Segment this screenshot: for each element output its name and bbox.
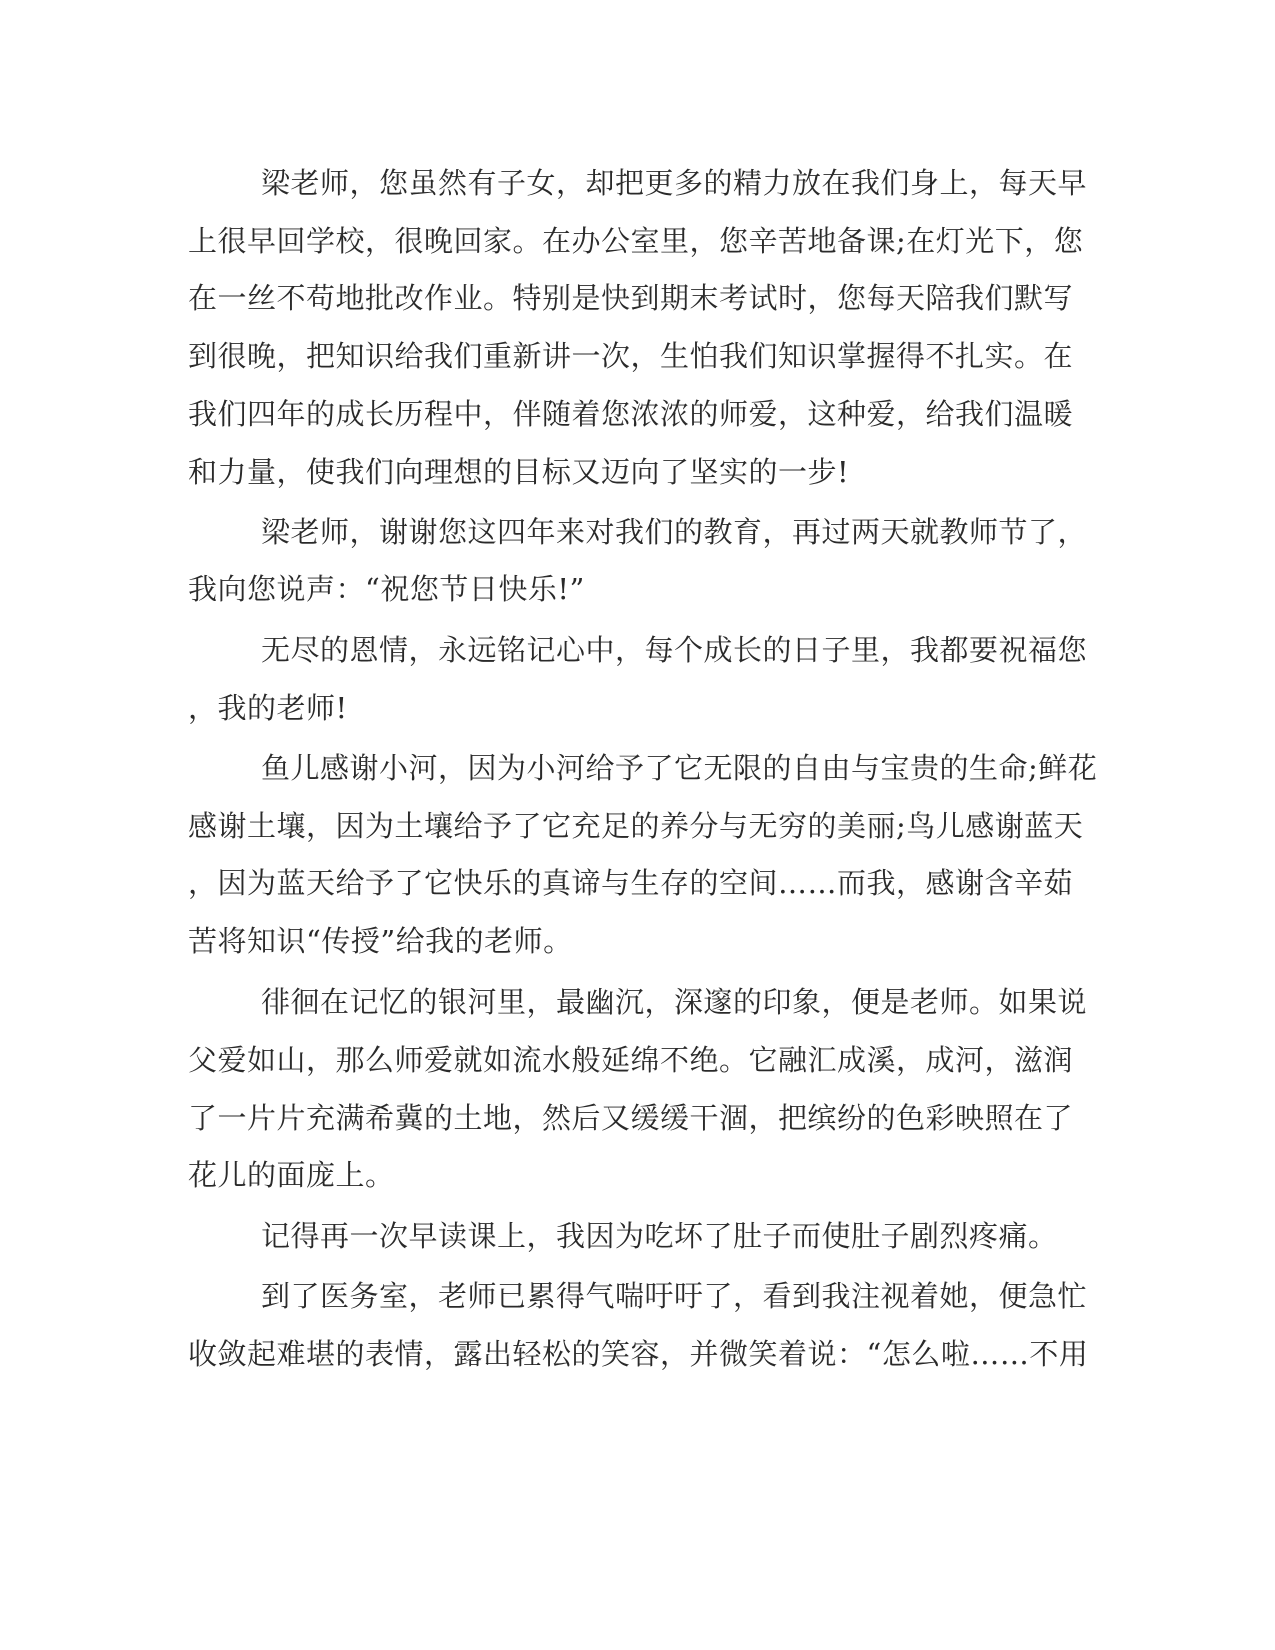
paragraph-4-line-3: ，因为蓝天给予了它快乐的真谛与生存的空间……而我，感谢含辛茹 [188, 866, 1074, 900]
paragraph-5-line-4: 花儿的面庞上。 [188, 1158, 395, 1192]
paragraph-6-line-1: 记得再一次早读课上，我因为吃坏了肚子而使肚子剧烈疼痛。 [261, 1219, 1058, 1253]
paragraph-3-line-2: ，我的老师! [188, 691, 348, 725]
paragraph-2-line-1: 梁老师，谢谢您这四年来对我们的教育，再过两天就教师节了， [261, 515, 1088, 549]
paragraph-1-line-2: 上很早回学校，很晚回家。在办公室里，您辛苦地备课;在灯光下，您 [188, 224, 1084, 258]
paragraph-4-line-4: 苦将知识“传授”给我的老师。 [188, 924, 573, 958]
paragraph-3-line-1: 无尽的恩情，永远铭记心中，每个成长的日子里，我都要祝福您 [261, 633, 1088, 667]
paragraph-2-line-2: 我向您说声：“祝您节日快乐!” [188, 572, 585, 606]
paragraph-5-line-3: 了一片片充满希冀的土地，然后又缓缓干涸，把缤纷的色彩映照在了 [188, 1101, 1074, 1135]
paragraph-1-line-4: 到很晚，把知识给我们重新讲一次，生怕我们知识掌握得不扎实。在 [188, 339, 1074, 373]
paragraph-1-line-6: 和力量，使我们向理想的目标又迈向了坚实的一步! [188, 455, 850, 489]
paragraph-5-line-1: 徘徊在记忆的银河里，最幽沉，深邃的印象，便是老师。如果说 [261, 985, 1088, 1019]
paragraph-1-line-3: 在一丝不苟地批改作业。特别是快到期末考试时，您每天陪我们默写 [188, 281, 1074, 315]
paragraph-4-line-1: 鱼儿感谢小河，因为小河给予了它无限的自由与宝贵的生命;鲜花 [261, 751, 1098, 785]
paragraph-1-line-1: 梁老师，您虽然有子女，却把更多的精力放在我们身上，每天早 [261, 166, 1088, 200]
paragraph-1-line-5: 我们四年的成长历程中，伴随着您浓浓的师爱，这种爱，给我们温暖 [188, 397, 1074, 431]
paragraph-4-line-2: 感谢土壤，因为土壤给予了它充足的养分与无穷的美丽;鸟儿感谢蓝天 [188, 809, 1084, 843]
paragraph-7-line-2: 收敛起难堪的表情，露出轻松的笑容，并微笑着说：“怎么啦……不用 [188, 1337, 1089, 1371]
paragraph-7-line-1: 到了医务室，老师已累得气喘吁吁了，看到我注视着她，便急忙 [261, 1279, 1088, 1313]
paragraph-5-line-2: 父爱如山，那么师爱就如流水般延绵不绝。它融汇成溪，成河，滋润 [188, 1043, 1074, 1077]
